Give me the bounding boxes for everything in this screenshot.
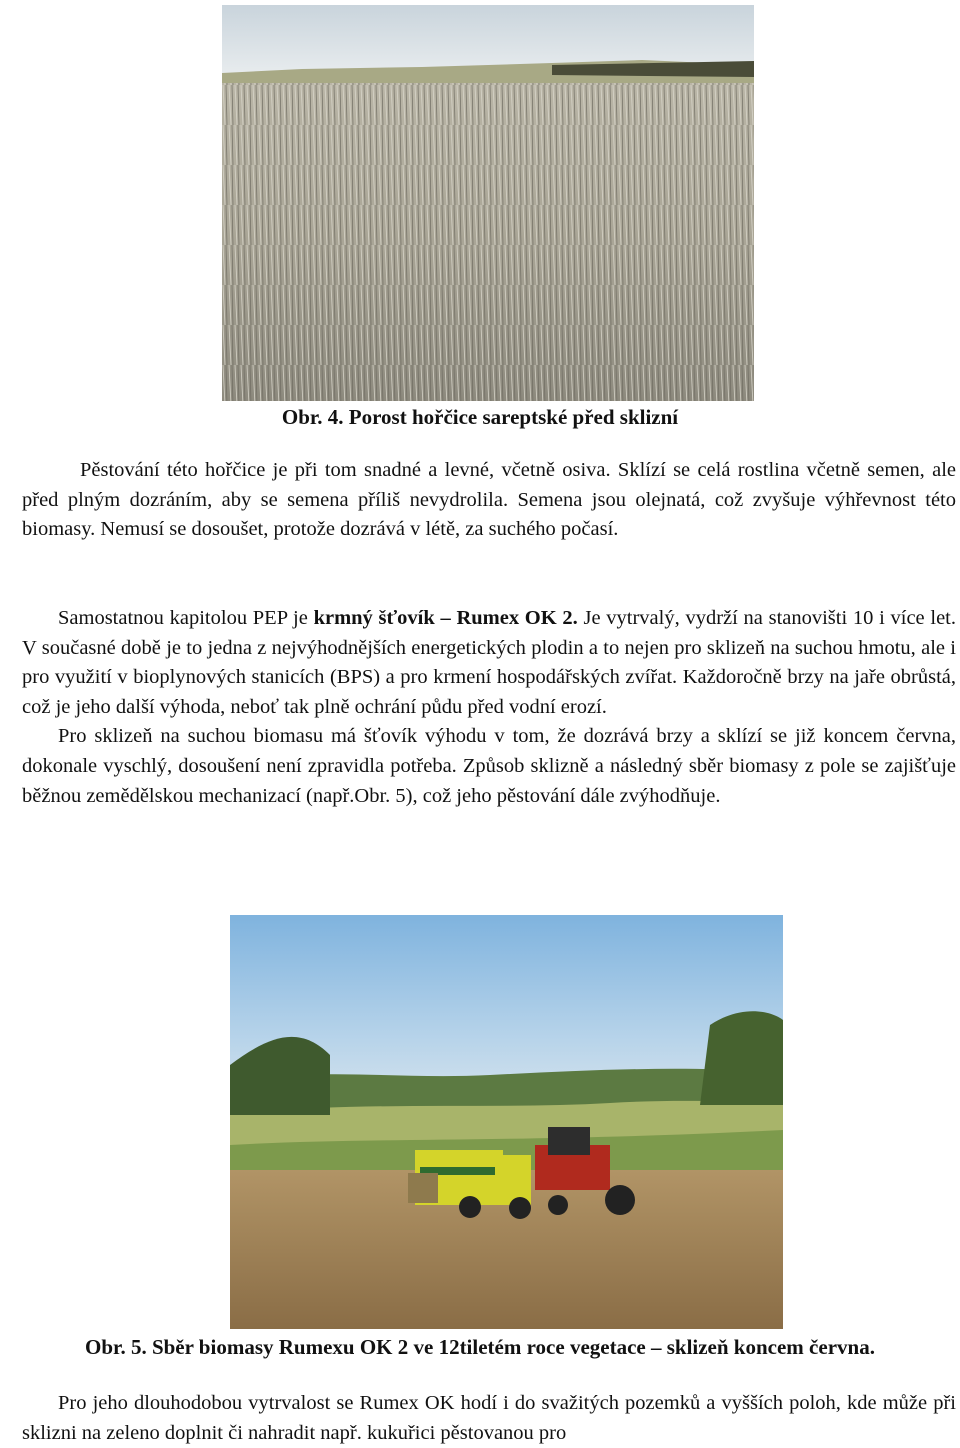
paragraph-text	[22, 604, 956, 722]
paragraph-rest: Je vytrvalý, vydrží na stanovišti 10 i více let. V současné době je to jedna z nejvýhodnějších energetických plodin a to nejen pro sklizeň na suchou hmotu, ale i pro využití v bioplynových stanicích (BPS) a pro krmení hospodářských zvířat. Každoročně brzy na jaře obrůstá, což je jeho další výhoda, neboť tak plně ochrání půdu před vodní erozí.	[22, 607, 956, 718]
figure-4-caption: Obr. 4. Porost hořčice sareptské před sklizní	[281, 405, 679, 429]
figure-5-photo	[230, 915, 783, 1329]
paragraph-text: Pro jeho dlouhodobou vytrvalost se Rumex OK hodí i do svažitých pozemků a vyšších poloh, kde může při sklizni na zeleno doplnit či nahradit např. kukuřici pěstovanou pro	[22, 1392, 956, 1444]
paragraph-lead: Samostatnou kapitolou PEP je	[58, 607, 314, 629]
paragraph-rumex-intro	[22, 604, 956, 811]
paragraph-text: Pro sklizeň na suchou biomasu má šťovík výhodu v tom, že dozrává brzy a sklízí se již koncem června, dokonale vyschlý, dosoušení není zpravidla potřeba. Způsob sklizně a následný sběr biomasy z pole se zajišťuje běžnou zemědělskou mechanizací (např.Obr. 5), což jeho pěstování dále zvýhodňuje.	[22, 725, 956, 807]
paragraph-rumex-terrain	[22, 1389, 956, 1448]
figure-4-photo	[222, 5, 754, 401]
paragraph-mustard	[22, 456, 956, 545]
paragraph-text: Pěstování této hořčice je při tom snadné a levné, včetně osiva. Sklízí se celá rostlina včetně semen, ale před plným dozráním, aby se semena příliš nevydrolila. Semena jsou olejnatá, což zvyšuje výhřevnost této biomasy. Nemusí se dosoušet, protože dozrává v létě, za suchého počasí.	[22, 459, 956, 541]
figure-5-caption: Obr. 5. Sběr biomasy Rumexu OK 2 ve 12tiletém roce vegetace – sklizeň koncem června.	[85, 1335, 875, 1359]
bold-term: krmný šťovík – Rumex OK 2.	[313, 607, 578, 629]
